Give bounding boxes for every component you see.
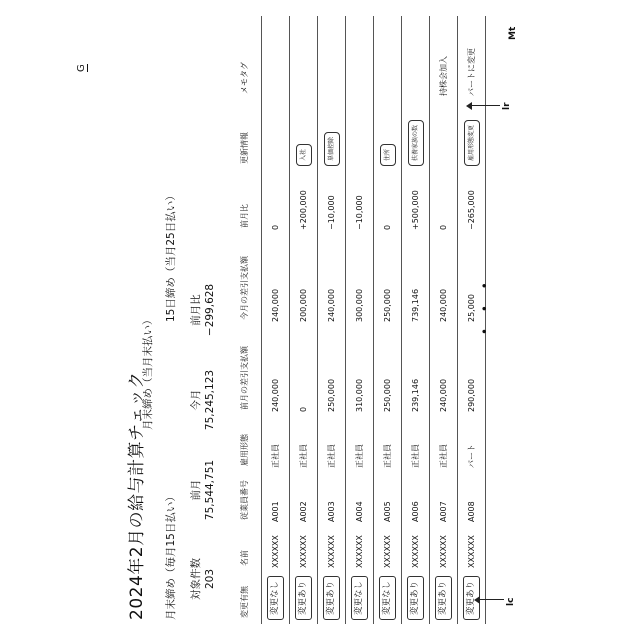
col-header: 更新情報 <box>227 100 262 170</box>
change-status-button[interactable]: 変更なし <box>267 576 284 620</box>
change-status-button[interactable]: 変更あり <box>323 576 340 620</box>
employee-id-cell: A005 <box>374 472 402 526</box>
table-row <box>262 16 290 624</box>
name-cell: XXXXXX <box>458 526 486 572</box>
change-status-button[interactable]: 変更あり <box>295 576 312 620</box>
arrow-up-icon <box>466 102 472 110</box>
update-info-cell <box>402 100 430 170</box>
annotation-label-lc: lc <box>506 598 516 606</box>
update-tag[interactable]: 単価控除 <box>324 132 340 166</box>
cur-month-value: 75,245,123 <box>204 355 217 445</box>
diff-cell: 0 <box>262 170 290 234</box>
prev-pay-cell: 290,000 <box>458 326 486 416</box>
annotation-label-lr: lr <box>502 102 512 110</box>
table-row <box>402 16 430 624</box>
cur-pay-cell: 250,000 <box>374 234 402 326</box>
col-header: 変更有無 <box>227 572 262 624</box>
g-link[interactable]: G <box>76 64 88 72</box>
update-tag[interactable]: 雇用形態変更 <box>464 120 480 166</box>
ratio-label: 前月比 <box>190 265 203 355</box>
employment-type-cell: 正社員 <box>318 416 346 472</box>
diff-cell: −265,000 <box>458 170 486 234</box>
col-header: 前月比 <box>227 170 262 234</box>
prev-pay-cell: 250,000 <box>374 326 402 416</box>
count-value: 203 <box>204 548 217 610</box>
diff-cell: +200,000 <box>290 170 318 234</box>
cur-pay-cell: 739,146 <box>402 234 430 326</box>
more-rows-ellipsis: • • • <box>478 276 492 335</box>
annotation-label-mt: Mt <box>508 27 518 40</box>
prev-month-value: 75,544,751 <box>204 445 217 535</box>
payroll-table <box>227 16 486 624</box>
col-header: 従業員番号 <box>227 472 262 526</box>
name-cell: XXXXXX <box>374 526 402 572</box>
name-cell: XXXXXX <box>430 526 458 572</box>
diff-cell: −10,000 <box>346 170 374 234</box>
cur-pay-cell: 240,000 <box>318 234 346 326</box>
update-info-cell <box>290 100 318 170</box>
payroll-check-page <box>0 0 640 640</box>
table-row <box>374 16 402 624</box>
diff-cell: 0 <box>430 170 458 234</box>
name-cell: XXXXXX <box>346 526 374 572</box>
change-status-button[interactable]: 変更あり <box>435 576 452 620</box>
annotation-line-lr <box>470 105 500 106</box>
update-info-cell <box>318 100 346 170</box>
cur-pay-cell: 240,000 <box>262 234 290 326</box>
memo-tag-cell: 持株会加入 <box>430 16 458 100</box>
employee-id-cell: A006 <box>402 472 430 526</box>
employee-id-cell: A004 <box>346 472 374 526</box>
col-header: 雇用形態 <box>227 416 262 472</box>
table-row <box>346 16 374 624</box>
employment-type-cell: 正社員 <box>290 416 318 472</box>
cur-month-label: 今月 <box>190 355 203 445</box>
name-cell: XXXXXX <box>318 526 346 572</box>
prev-pay-cell: 310,000 <box>346 326 374 416</box>
update-tag[interactable]: 住所 <box>380 144 396 166</box>
cur-pay-cell: 25,000 <box>458 234 486 326</box>
change-status-button[interactable]: 変更あり <box>407 576 424 620</box>
memo-tag-cell <box>290 16 318 100</box>
employee-id-cell: A003 <box>318 472 346 526</box>
memo-tag-cell <box>346 16 374 100</box>
change-status-button[interactable]: 変更なし <box>351 576 368 620</box>
employment-type-cell: 正社員 <box>374 416 402 472</box>
update-tag[interactable]: 扶養家族の数 <box>408 120 424 166</box>
update-info-cell <box>374 100 402 170</box>
col-header: 前月の差引支払額 <box>227 326 262 416</box>
memo-tag-cell <box>262 16 290 100</box>
diff-cell: 0 <box>374 170 402 234</box>
update-info-cell <box>458 100 486 170</box>
table-row <box>430 16 458 624</box>
arrow-up-icon <box>474 596 480 604</box>
table-row <box>290 16 318 624</box>
name-cell: XXXXXX <box>262 526 290 572</box>
table-header-row <box>227 16 262 624</box>
name-cell: XXXXXX <box>402 526 430 572</box>
update-info-cell <box>430 100 458 170</box>
employment-type-cell: 正社員 <box>430 416 458 472</box>
prev-pay-cell: 240,000 <box>262 326 290 416</box>
employment-type-cell: 正社員 <box>346 416 374 472</box>
change-status-button[interactable]: 変更あり <box>463 576 480 620</box>
memo-tag-cell <box>402 16 430 100</box>
prev-pay-cell: 239,146 <box>402 326 430 416</box>
screen <box>0 0 640 640</box>
employee-id-cell: A002 <box>290 472 318 526</box>
prev-pay-cell: 240,000 <box>430 326 458 416</box>
memo-tag-cell: パートに変更 <box>458 16 486 100</box>
name-cell: XXXXXX <box>290 526 318 572</box>
page-title: 2024年2月の給与計算チェック <box>122 371 147 620</box>
employment-type-cell: パート <box>458 416 486 472</box>
employment-type-cell: 正社員 <box>402 416 430 472</box>
cutoff-month-end: 月末締め（毎月15日払い） <box>163 491 178 620</box>
count-label: 対象件数 <box>190 548 203 610</box>
ratio-value: −299,628 <box>204 265 217 355</box>
memo-tag-cell <box>374 16 402 100</box>
col-header: 名前 <box>227 526 262 572</box>
employee-id-cell: A008 <box>458 472 486 526</box>
prev-pay-cell: 250,000 <box>318 326 346 416</box>
cutoff-day15: 15日締め（当月25日払い） <box>163 190 178 322</box>
annotation-line-lc <box>478 599 504 600</box>
diff-cell: +500,000 <box>402 170 430 234</box>
change-status-button[interactable]: 変更なし <box>379 576 396 620</box>
prev-pay-cell: 0 <box>290 326 318 416</box>
employee-id-cell: A007 <box>430 472 458 526</box>
diff-cell: −10,000 <box>318 170 346 234</box>
employment-type-cell: 正社員 <box>262 416 290 472</box>
summary-heading: 月末締め（当月末払い） <box>140 315 155 431</box>
prev-month-label: 前月 <box>190 445 203 535</box>
update-info-cell <box>346 100 374 170</box>
table-row <box>318 16 346 624</box>
cur-pay-cell: 240,000 <box>430 234 458 326</box>
employee-id-cell: A001 <box>262 472 290 526</box>
col-header: 今月の差引支払額 <box>227 234 262 326</box>
cur-pay-cell: 300,000 <box>346 234 374 326</box>
memo-tag-cell <box>318 16 346 100</box>
cur-pay-cell: 200,000 <box>290 234 318 326</box>
update-tag[interactable]: 入社 <box>296 144 312 166</box>
update-info-cell <box>262 100 290 170</box>
col-header: メモタグ <box>227 16 262 100</box>
